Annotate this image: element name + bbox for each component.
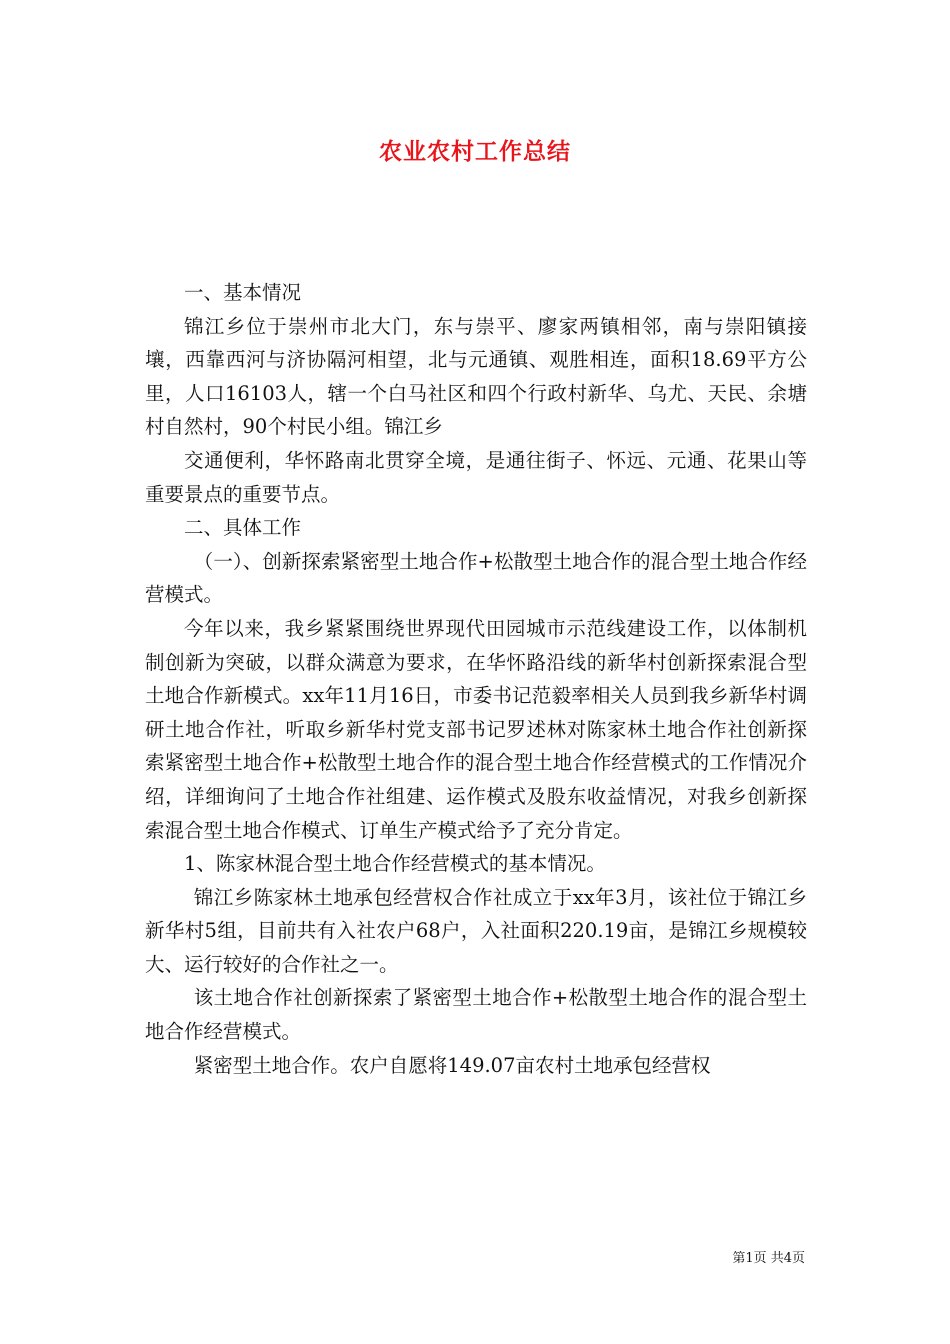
document-title: 农业农村工作总结 [379,138,571,165]
item-heading-1: 1、陈家林混合型土地合作经营模式的基本情况。 [184,852,606,876]
paragraph-this-year: 今年以来，我乡紧紧围绕世界现代田园城市示范线建设工作，以体制机制创新为突破，以群众满意为要求，在华怀路沿线的新华村创新探索混合型土地合作新模式。xx年11月16日，市委书记范毅率相关人员到我乡新华村调研土地合作社，听取乡新华村党支部书记罗述林对陈家林土地合作社创新探索紧密型土地合作+松散型土地合作的混合型土地合作经营模式的工作情况介绍，详细询问了土地合作社组建、运作模式及股东收益情况，对我乡创新探索混合型土地合作模式、订单生产模式给予了充分肯定。 [145,616,807,842]
page-number: 第1页 共4页 [732,1251,805,1266]
section-heading-work: 二、具体工作 [184,516,302,540]
subsection-heading-1: （一）、创新探索紧密型土地合作+松散型土地合作的混合型土地合作经营模式。 [145,549,807,607]
paragraph-model: 该土地合作社创新探索了紧密型土地合作+松散型土地合作的混合型土地合作经营模式。 [145,986,807,1044]
paragraph-transport: 交通便利，华怀路南北贯穿全境，是通往街子、怀远、元通、花果山等重要景点的重要节点。 [145,448,807,506]
paragraph-tight-cooperation: 紧密型土地合作。农户自愿将149.07亩农村土地承包经营权 [193,1053,711,1077]
paragraph-cooperative: 锦江乡陈家林土地承包经营权合作社成立于xx年3月，该社位于锦江乡新华村5组，目前共有入社农户68户，入社面积220.19亩，是锦江乡规模较大、运行较好的合作社之一。 [145,885,807,976]
paragraph-location: 锦江乡位于崇州市北大门，东与崇平、廖家两镇相邻，南与崇阳镇接壤，西靠西河与济协隔河相望，北与元通镇、观胜相连，面积18.69平方公里，人口16103人，辖一个白马社区和四个行政村新华、乌尤、天民、余塘村自然村，90个村民小组。锦江乡 [145,314,807,439]
section-heading-basic: 一、基本情况 [184,281,302,304]
document-body [145,276,807,1082]
